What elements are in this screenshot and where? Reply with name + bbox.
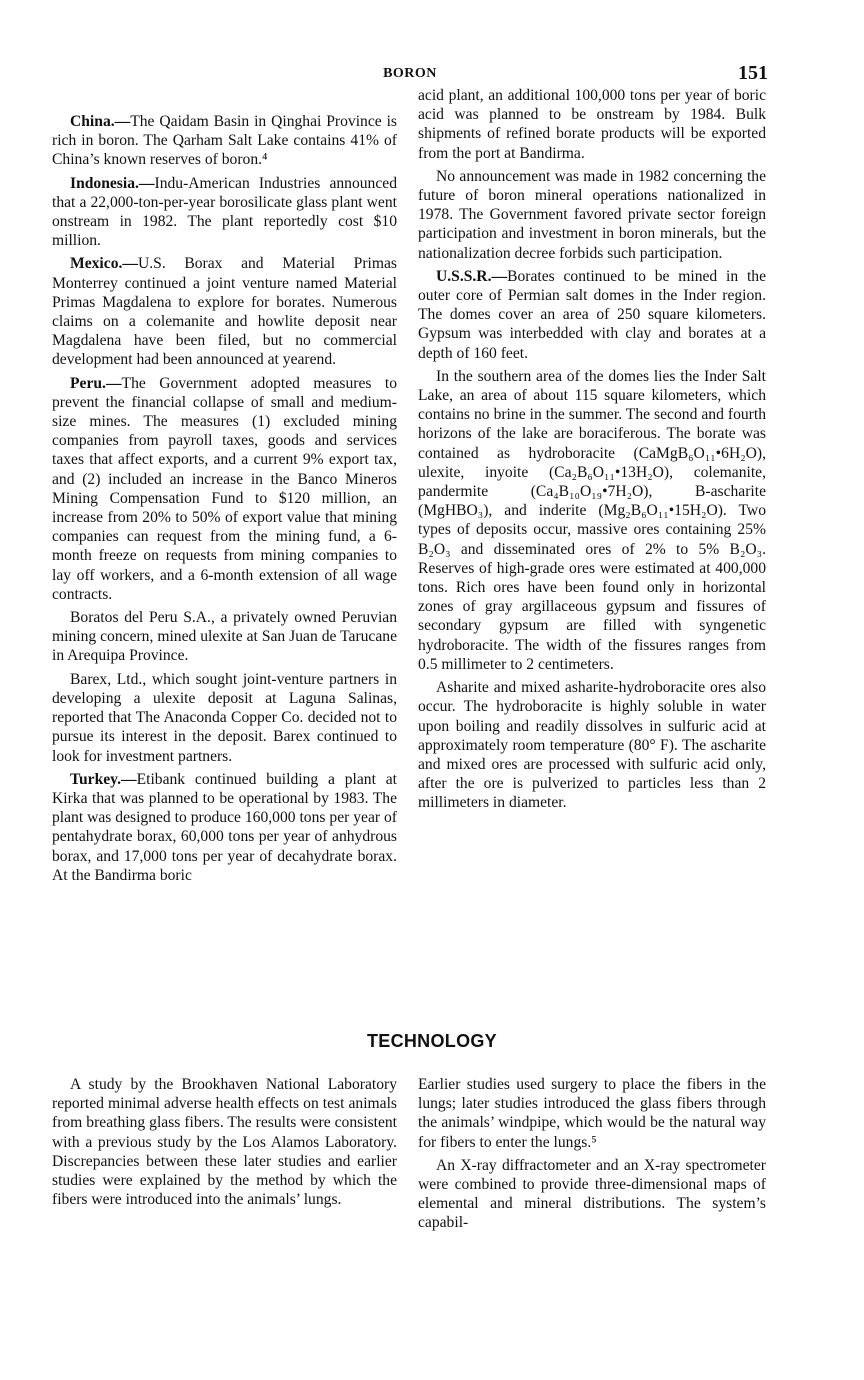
paragraph-text: An X-ray diffractometer and an X-ray spectrometer were combined to provide three-dimensional maps of elemental and mineral distributions. The system’s capabil-	[418, 1156, 766, 1232]
section-title-technology: TECHNOLOGY	[366, 1031, 497, 1051]
paragraph-text: The Government adopted measures to prevent the financial collapse of small and medium-size mines. The measures (1) excluded mining companies from payroll taxes, goods and services taxes that affect exports, and a current 9% export tax, and (2) included an increase in the Banco Mineros Mining Compensation Fund to $120 million, an increase from 20% to 50% of export value that mining companies can request from the mining fund, a 6-month freeze on requests from mining companies to lay off workers, and a 6-month extension of all wage contracts.	[52, 374, 397, 603]
paragraph-xray	[418, 1156, 766, 1233]
paragraph-inder-lake	[418, 367, 766, 674]
paragraph-brookhaven	[52, 1075, 397, 1209]
paragraph-text: Barex, Ltd., which sought joint-venture partners in developing a ulexite deposit at Laguna Salinas, reported that The Anaconda Copper Co. decided not to pursue its interest in the deposit. Barex continued to look for investment partners.	[52, 670, 397, 765]
paragraph-lead: Turkey.—	[70, 770, 137, 788]
paragraph-china	[52, 112, 397, 170]
paragraph-text: In the southern area of the domes lies the Inder Salt Lake, an area of about 115 square kilometers, which contains no brine in the summer. The second and fourth horizons of the lake are boraciferous. The borate was contained as hydroboracite (CaMgB₆O₁₁•6H₂O), ulexite, inyoite (Ca₂B₆O₁₁•13H₂O), colemanite, pandermite (Ca₄B₁₀O₁₉•7H₂O), B-ascharite (MgHBO₃), and inderite (Mg₂B₆O₁₁•15H₂O). Two types of deposits occur, massive ores containing 25% B₂O₃ and disseminated ores of 2% to 5% B₂O₃. Reserves of high-grade ores were estimated at 400,000 tons. Rich ores have been found only in horizontal zones of gray argillaceous gypsum and fissures of secondary gypsum are filled with syngenetic hydroboracite. The width of the fissures ranges from 0.5 millimeter to 2 centimeters.	[418, 367, 766, 673]
paragraph-mexico	[52, 254, 397, 369]
page-header	[52, 62, 768, 88]
paragraph-earlier-studies	[418, 1075, 766, 1152]
paragraph-lead: Peru.—	[70, 374, 122, 392]
paragraph-bandirma-cont	[418, 86, 766, 163]
paragraph-barex	[52, 670, 397, 766]
paragraph-ussr	[418, 267, 766, 363]
paragraph-lead: Mexico.—	[70, 255, 138, 273]
column-top-right	[418, 86, 766, 817]
paragraph-asharite	[418, 678, 766, 812]
paragraph-indonesia	[52, 174, 397, 251]
paragraph-text: acid plant, an additional 100,000 tons per year of boric acid was planned to be onstream by 1984. Bulk shipments of refined borate products will be exported from the port at Bandirma.	[418, 87, 766, 162]
paragraph-text: Boratos del Peru S.A., a privately owned Peruvian mining concern, mined ulexite at San Juan de Tarucane in Arequipa Province.	[52, 609, 397, 665]
paragraph-text: Etibank continued building a plant at Kirka that was planned to be operational by 1983. The plant was designed to produce 160,000 tons per year of pentahydrate borax, 60,000 tons per year of anhydrous borax, and 17,000 tons per year of decahydrate borax. At the Bandirma boric	[52, 770, 397, 884]
paragraph-lead: China.—	[70, 113, 131, 130]
paragraph-peru	[52, 374, 397, 604]
paragraph-text: A study by the Brookhaven National Laboratory reported minimal adverse health effects on test animals from breathing glass fibers. The results were consistent with a previous study by the Los Alamos Laboratory. Discrepancies between these later studies and earlier studies were explained by the method by which the fibers were introduced into the animals’ lungs.	[52, 1076, 397, 1209]
paragraph-turkey	[52, 770, 397, 885]
paragraph-text: Borates continued to be mined in the outer core of Permian salt domes in the Inder region. The domes cover an area of 250 square kilometers. Gypsum was interbedded with clay and borates at a depth of 160 feet.	[418, 267, 766, 362]
paragraph-lead: Indonesia.—	[70, 174, 155, 192]
paragraph-boratos	[52, 608, 397, 666]
column-bottom-left	[52, 1075, 397, 1213]
paragraph-lead: U.S.S.R.—	[436, 267, 508, 285]
running-title: BORON	[383, 66, 437, 81]
paragraph-text: Earlier studies used surgery to place the fibers in the lungs; later studies introduced the glass fibers through the animals’ windpipe, which would be the natural way for fibers to enter the lungs.⁵	[418, 1076, 766, 1151]
page-number: 151	[738, 62, 768, 84]
paragraph-text: U.S. Borax and Material Primas Monterrey continued a joint venture named Material Primas Magdalena to explore for borates. Numerous claims on a colemanite and howlite deposit near Magdalena have been filed, but no commercial development had been announced at yearend.	[52, 255, 397, 369]
paragraph-text: Indu-American Industries announced that a 22,000-ton-per-year borosilicate glass plant went onstream in 1982. The plant reportedly cost $10 million.	[52, 174, 397, 250]
column-top-left	[52, 112, 397, 889]
paragraph-text: No announcement was made in 1982 concerning the future of boron mineral operations nationalized in 1978. The Government favored private sector foreign participation and investment in boron minerals, but the nationalization decree forbids such participation.	[418, 167, 766, 262]
paragraph-text: The Qaidam Basin in Qinghai Province is rich in boron. The Qarham Salt Lake contains 41% of China’s known reserves of boron.⁴	[52, 113, 397, 169]
paragraph-nationalization	[418, 167, 766, 263]
column-bottom-right	[418, 1075, 766, 1237]
paragraph-text: Asharite and mixed asharite-hydroboracite ores also occur. The hydroboracite is highly soluble in water upon boiling and readily dissolves in sulfuric acid at approximately room temperature (80° F). The ascharite and mixed ores are processed with sulfuric acid only, after the ore is pulverized to particles less than 2 millimeters in diameter.	[418, 679, 766, 812]
